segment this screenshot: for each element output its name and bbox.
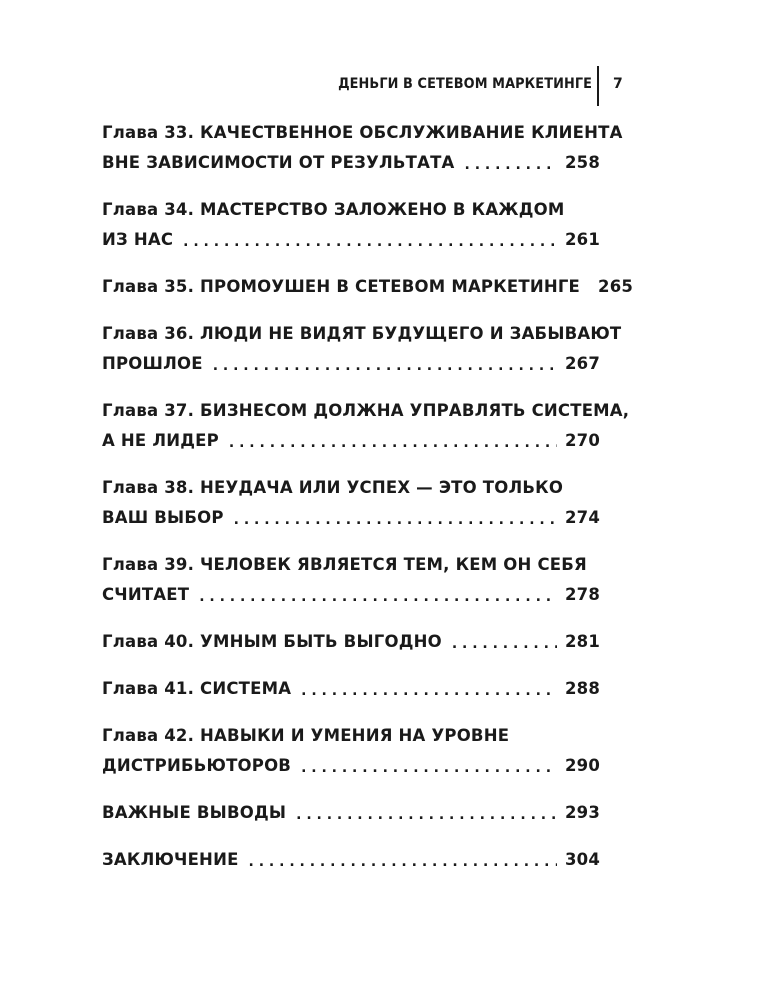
toc-entry-title: ПРОШЛОЕ xyxy=(102,354,203,373)
toc-entry-title: Глава 38. НЕУДАЧА ИЛИ УСПЕХ — ЭТО ТОЛЬКО xyxy=(102,478,564,497)
toc-entry xyxy=(102,674,600,704)
toc-entry-title: Глава 33. КАЧЕСТВЕННОЕ ОБСЛУЖИВАНИЕ КЛИЕНТА xyxy=(102,123,623,142)
toc-entry xyxy=(102,272,634,302)
toc-entry-title: ДИСТРИБЬЮТОРОВ xyxy=(102,756,292,775)
toc-entry-page: 304 xyxy=(564,850,600,869)
toc-entry xyxy=(102,721,600,781)
toc-entry-line xyxy=(102,503,600,533)
toc-entry-page: 293 xyxy=(564,803,600,822)
toc-entry-line xyxy=(102,721,600,751)
toc-entry-title: СЧИТАЕТ xyxy=(102,585,190,604)
toc-entry-title: Глава 36. ЛЮДИ НЕ ВИДЯТ БУДУЩЕГО И ЗАБЫВАЮТ xyxy=(102,324,622,343)
toc-entry-title: Глава 42. НАВЫКИ И УМЕНИЯ НА УРОВНЕ xyxy=(102,726,510,745)
toc-entry-page: 290 xyxy=(564,756,600,775)
dot-leader xyxy=(296,802,557,828)
toc-entry-page: 258 xyxy=(564,153,600,172)
toc-entry-page: 270 xyxy=(564,431,600,450)
toc-entry xyxy=(102,195,600,255)
dot-leader xyxy=(452,631,557,657)
toc-entry-line xyxy=(102,148,600,178)
toc-entry xyxy=(102,845,600,875)
dot-leader xyxy=(183,229,557,255)
toc-entry-line xyxy=(102,426,600,456)
toc-entry-page: 265 xyxy=(598,277,634,296)
toc-entry-line xyxy=(102,118,623,148)
running-header xyxy=(300,66,622,106)
toc-entry-line xyxy=(102,845,600,875)
toc-entry-page: 274 xyxy=(564,508,600,527)
dot-leader xyxy=(234,507,557,533)
header-divider xyxy=(597,66,599,106)
toc-entry-page: 281 xyxy=(564,632,600,651)
toc-entry-title: Глава 37. БИЗНЕСОМ ДОЛЖНА УПРАВЛЯТЬ СИСТЕМА, xyxy=(102,401,630,420)
toc-entry-title: ЗАКЛЮЧЕНИЕ xyxy=(102,850,239,869)
toc-entry-page: 267 xyxy=(564,354,600,373)
dot-leader xyxy=(301,678,557,704)
toc-entry xyxy=(102,118,623,178)
toc-entry-line xyxy=(102,580,600,610)
toc-entry xyxy=(102,396,630,456)
dot-leader xyxy=(249,849,557,875)
dot-leader xyxy=(213,353,557,379)
toc-entry-line xyxy=(102,396,630,426)
toc-entry-title: Глава 41. СИСТЕМА xyxy=(102,679,292,698)
toc-entry-line xyxy=(102,550,600,580)
dot-leader xyxy=(229,430,557,456)
toc-entry-line xyxy=(102,674,600,704)
toc-entry-title: Глава 40. УМНЫМ БЫТЬ ВЫГОДНО xyxy=(102,632,442,651)
toc-entry-page: 288 xyxy=(564,679,600,698)
toc-entry-line xyxy=(102,272,634,302)
toc-entry xyxy=(102,319,622,379)
dot-leader xyxy=(465,152,557,178)
toc-entry-title: Глава 35. ПРОМОУШЕН В СЕТЕВОМ МАРКЕТИНГЕ xyxy=(102,277,581,296)
toc-entry xyxy=(102,627,600,657)
page-number: 7 xyxy=(613,76,623,92)
toc-entry-title: Глава 39. ЧЕЛОВЕК ЯВЛЯЕТСЯ ТЕМ, КЕМ ОН СЕБЯ xyxy=(102,555,587,574)
toc-entry-line xyxy=(102,195,600,225)
toc-entry xyxy=(102,550,600,610)
toc-entry-title: ИЗ НАС xyxy=(102,230,174,249)
toc-entry-page: 261 xyxy=(564,230,600,249)
toc-entry-line xyxy=(102,751,600,781)
toc-entry-title: Глава 34. МАСТЕРСТВО ЗАЛОЖЕНО В КАЖДОМ xyxy=(102,200,565,219)
toc-entry xyxy=(102,473,600,533)
dot-leader xyxy=(199,584,557,610)
table-of-contents xyxy=(102,118,634,892)
toc-entry-line xyxy=(102,319,622,349)
toc-entry-line xyxy=(102,627,600,657)
toc-entry-page: 278 xyxy=(564,585,600,604)
toc-entry-line xyxy=(102,473,600,503)
toc-entry-line xyxy=(102,225,600,255)
toc-entry-title: ВАШ ВЫБОР xyxy=(102,508,224,527)
toc-entry xyxy=(102,798,600,828)
toc-entry-title: А НЕ ЛИДЕР xyxy=(102,431,219,450)
toc-entry-title: ВНЕ ЗАВИСИМОСТИ ОТ РЕЗУЛЬТАТА xyxy=(102,153,455,172)
dot-leader xyxy=(301,755,557,781)
toc-entry-title: ВАЖНЫЕ ВЫВОДЫ xyxy=(102,803,287,822)
toc-entry-line xyxy=(102,798,600,828)
toc-entry-line xyxy=(102,349,600,379)
book-title: ДЕНЬГИ В СЕТЕВОМ МАРКЕТИНГЕ xyxy=(338,76,592,92)
